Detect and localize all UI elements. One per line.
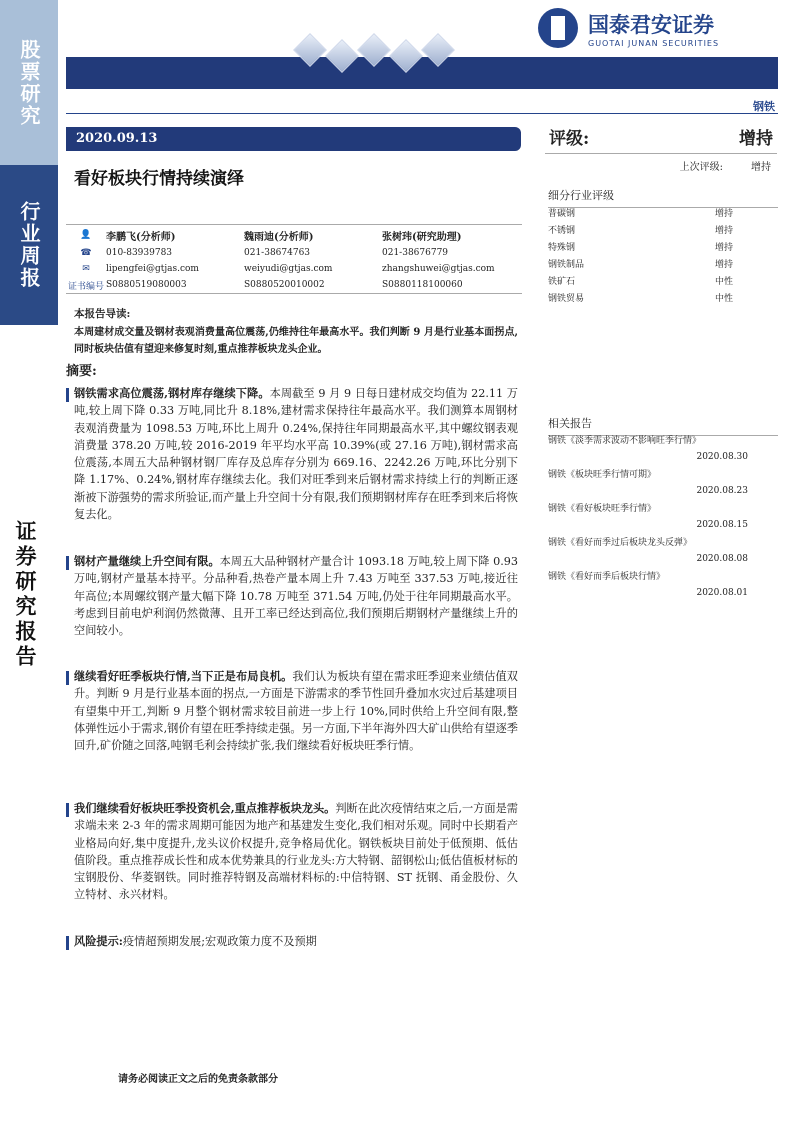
email-icon: ✉ — [82, 264, 90, 274]
sidebar-section-weekly — [0, 165, 58, 325]
sub-rating: 中性 — [714, 294, 733, 304]
report-date: 2020.09.13 — [66, 127, 521, 151]
section-marker — [66, 803, 69, 817]
analyst-table — [66, 224, 522, 294]
risk-text: 疫情超预期发展;宏观政策力度不及预期 — [122, 935, 317, 948]
risk-label: 风险提示: — [74, 934, 123, 948]
logo-en: GUOTAI JUNAN SECURITIES — [588, 38, 720, 48]
sidebar-label-bottom: 证券研究报告 — [13, 520, 37, 670]
analyst-email[interactable]: zhangshuwei@gtjas.com — [382, 264, 495, 274]
header-banner — [66, 57, 778, 89]
sub-name: 钢铁贸易 — [548, 294, 585, 304]
list-item — [548, 240, 733, 257]
section-marker — [66, 936, 69, 950]
sub-name: 普碳钢 — [548, 209, 576, 219]
logo-icon — [538, 8, 578, 48]
paragraph-text: 我们认为板块有望在需求旺季迎来业绩估值双升。判断 9 月是行业基本面的拐点,一方面是下游需求的季节性回升叠加水灾过后基建项目有望集中开工,判断 9 月整个钢材需求较目前进一步上行 10%,同时供给上升空间有限,整体弹性远小于需求,钢价有望在旺季持续走强。另一方面,下半年海外四大矿山供给有望逐季回升,矿价随之回落,吨钢毛利会持续扩张,我们继续看好板块旺季行情。 — [74, 670, 518, 753]
sub-rating: 增持 — [714, 243, 733, 253]
guide-heading: 本报告导读: — [74, 308, 131, 320]
related-name[interactable]: 钢铁《看好而季后板块行情》 — [548, 572, 666, 582]
related-report-link[interactable] — [548, 467, 748, 501]
related-name[interactable]: 钢铁《板块旺季行情可期》 — [548, 470, 657, 480]
prev-rating-label: 上次评级: — [679, 162, 723, 173]
risk-note — [74, 933, 518, 950]
analyst-email[interactable]: weiyudi@gtjas.com — [244, 264, 333, 274]
paragraph-lead: 我们继续看好板块旺季投资机会,重点推荐板块龙头。 — [74, 801, 336, 815]
section-marker — [66, 671, 69, 685]
related-report-link[interactable] — [548, 569, 748, 603]
report-title: 看好板块行情持续演绎 — [74, 169, 244, 189]
logo-cn: 国泰君安证券 — [588, 12, 714, 37]
paragraph-text: 判断在此次疫情结束之后,一方面是需求端未来 2-3 年的需求周期可能因为地产和基建发生变化,我们相对乐观。同时中长期看产业格局向好,集中度提升,龙头议价权提升,竞争格局优化。钢铁板块目前处于低预期、低估值阶段。重点推荐成长性和成本优势兼具的行业龙头:方大特钢、韶钢松山;低估值板材标的宝钢股份、华菱钢铁。同时推荐特钢及高端材料标的:中信特钢、ST 抚钢、甬金股份、久立特材、永兴材料。 — [74, 802, 518, 902]
list-item — [548, 291, 733, 308]
analyst-name: 张树玮(研究助理) — [382, 231, 462, 243]
related-date: 2020.08.23 — [696, 486, 748, 496]
sub-rating: 增持 — [714, 226, 733, 236]
section-marker — [66, 388, 69, 402]
analyst-phone: 021-38676779 — [382, 248, 449, 258]
paragraph — [74, 800, 518, 904]
related-reports-title: 相关报告 — [548, 415, 778, 436]
analyst-email[interactable]: lipengfei@gtjas.com — [106, 264, 199, 274]
person-icon: 👤 — [80, 230, 92, 240]
paragraph — [74, 553, 518, 639]
related-name[interactable]: 钢铁《看好而季过后板块龙头反弹》 — [548, 538, 693, 548]
related-date: 2020.08.15 — [696, 520, 748, 530]
sub-rating: 增持 — [714, 209, 733, 219]
sub-rating: 增持 — [714, 260, 733, 270]
company-logo — [538, 8, 719, 48]
phone-icon: ☎ — [80, 248, 92, 258]
rating-panel — [545, 124, 777, 177]
sub-rating: 中性 — [714, 277, 733, 287]
related-name[interactable]: 钢铁《看好板块旺季行情》 — [548, 504, 657, 514]
paragraph — [74, 668, 518, 754]
list-item — [548, 274, 733, 291]
list-item — [548, 257, 733, 274]
analyst-phone: 021-38674763 — [244, 248, 311, 258]
paragraph-lead: 继续看好旺季板块行情,当下正是布局良机。 — [74, 669, 293, 683]
analyst-name: 李鹏飞(分析师) — [106, 231, 176, 243]
paragraph-lead: 钢材产量继续上升空间有限。 — [74, 554, 220, 568]
sub-ratings-list — [548, 206, 733, 308]
related-date: 2020.08.01 — [696, 588, 748, 598]
section-marker — [66, 556, 69, 570]
rating-value: 增持 — [739, 129, 773, 149]
analyst-phone: 010-83939783 — [106, 248, 173, 258]
sub-name: 钢铁制品 — [548, 260, 585, 270]
sidebar-section-stock-research — [0, 0, 58, 165]
related-report-link[interactable] — [548, 535, 748, 569]
divider — [66, 113, 778, 114]
industry-tag: 钢铁 — [753, 100, 775, 113]
paragraph-text: 本周截至 9 月 9 日每日建材成交均值为 22.11 万吨,较上周下降 0.33 万吨,同比升 8.18%,建材需求保持往年最高水平。我们测算本周钢材表观消费量为 1098.53 万吨,环比上周升 0.24%,保持往年同期最高水平,其中螺纹钢表观消费量 378.20 万吨,较 2016-2019 年平均水平高 10.39%(或 27.16 万吨),钢材需求高位震荡,本周五大品种钢材钢厂库存及总库存分别为 669.16、2242.26 万吨,环比分别下降 1.17%、0.24%,钢材库存继续去化。我们对旺季到来后钢材需求持续上行的判断正逐渐被下游强势的需求所验证,而产量上升空间十分有限,我们预期钢材库存在旺季到来后将恢复去化。 — [74, 387, 518, 522]
prev-rating-value: 增持 — [751, 162, 771, 173]
sub-name: 不锈钢 — [548, 226, 576, 236]
sub-name: 特殊钢 — [548, 243, 576, 253]
footer-disclaimer: 请务必阅读正文之后的免责条款部分 — [118, 1074, 278, 1085]
paragraph — [74, 385, 518, 523]
paragraph-lead: 钢铁需求高位震荡,钢材库存继续下降。 — [74, 386, 270, 400]
analyst-name: 魏雨迪(分析师) — [244, 231, 314, 243]
list-item — [548, 223, 733, 240]
related-report-link[interactable] — [548, 501, 748, 535]
list-item — [548, 206, 733, 223]
related-reports-list — [548, 433, 748, 603]
guide-text: 本周建材成交量及钢材表观消费量高位震荡,仍维持往年最高水平。我们判断 9 月是行业基本面拐点,同时板块估值有望迎来修复时刻,重点推荐板块龙头企业。 — [74, 327, 518, 355]
analyst-cert: S0880520010002 — [244, 280, 325, 290]
summary-heading: 摘要: — [66, 364, 97, 379]
cert-label: 证书编号 — [67, 281, 104, 292]
sidebar-label-top: 股票研究 — [17, 38, 41, 127]
related-report-link[interactable] — [548, 433, 748, 467]
sub-name: 铁矿石 — [548, 277, 576, 287]
analyst-cert: S0880519080003 — [106, 280, 187, 290]
sidebar-label-mid: 行业周报 — [17, 201, 41, 289]
related-date: 2020.08.30 — [696, 452, 748, 462]
related-date: 2020.08.08 — [696, 554, 748, 564]
related-name[interactable]: 钢铁《淡季需求波动不影响旺季行情》 — [548, 436, 702, 446]
sub-ratings-title: 细分行业评级 — [548, 187, 778, 208]
rating-label: 评级: — [549, 129, 590, 149]
paragraph-text: 本周五大品种钢材产量合计 1093.18 万吨,较上周下降 0.93 万吨,钢材产量基本持平。分品种看,热卷产量本周上升 7.43 万吨至 337.53 万吨,接近往年高位;本周螺纹钢产量大幅下降 10.78 万吨至 371.54 万吨,仍处于往年同期最高水平。考虑到目前电炉利润仍然微薄、且开工率已经达到高位,我们预期后期钢材产量继续上升的空间较小。 — [74, 555, 518, 638]
analyst-cert: S0880118100060 — [382, 280, 463, 290]
